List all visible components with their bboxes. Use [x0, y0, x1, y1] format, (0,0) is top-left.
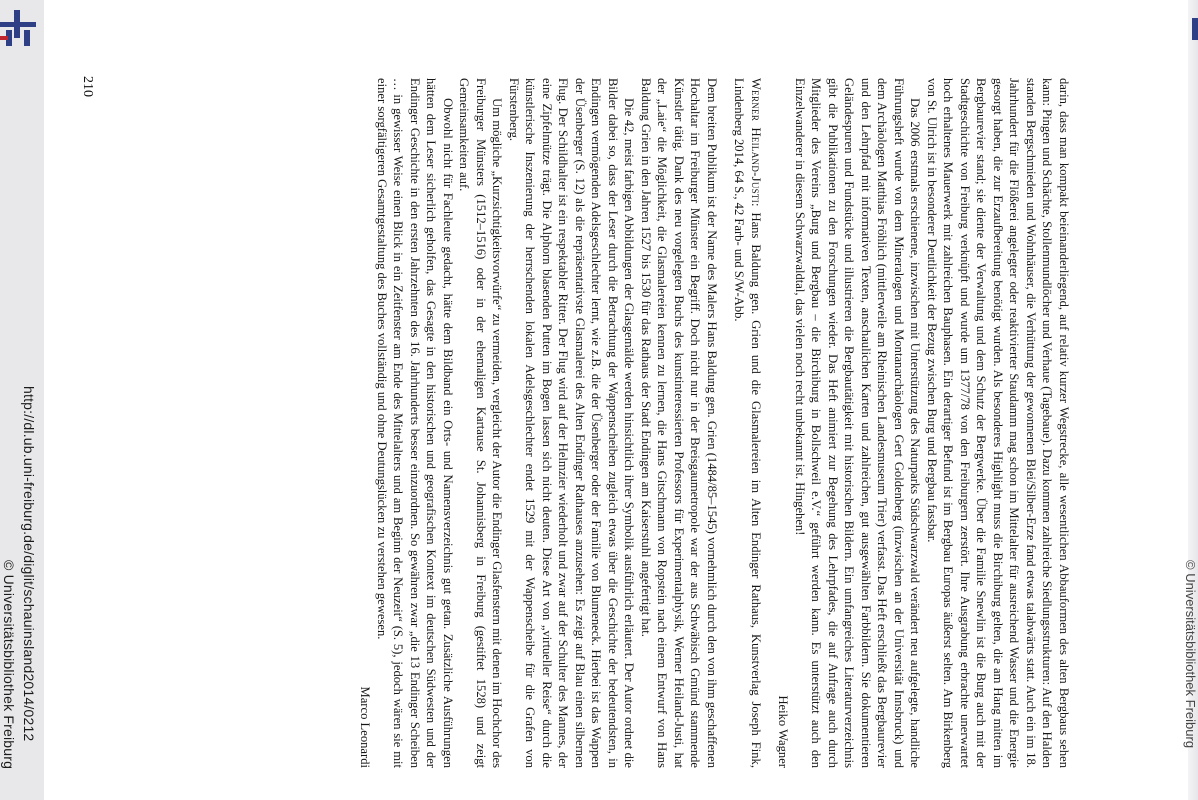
copyright-notice: © Universitätsbibliothek Freiburg — [1, 560, 17, 770]
review2-citation — [731, 78, 764, 768]
review2-paragraph-4: Obwohl nicht für Fachleute gedacht, hätte dem Bildband ein Orts- und Namensverzeichnis gut getan. Zusätzliche Ausführungen hätten dem Leser sicherlich geholfen, das Gesagte in den historischen und geografischen Kontext im deutschen Südwesten und der Endinger Geschichte in den ersten Jahrzehnten des 16. Jahrhunderts besser einzuordnen. So gewähren zwar „die 13 Endinger Scheiben … in gewisser Weise einen Blick in ein Zeitfenster am Ende des Mittelalters und am Beginn der Neuzeit“ (S. 5), jedoch wären sie mit einer sorgfältigeren Gesamtgestaltung des Buches vollständig und ohne Deutungslücken zu verstehen gewesen. — [375, 78, 455, 768]
review2-paragraph-3: Um mögliche „Kurzsichtigkeitsvorwürfe“ zu vermeiden, vergleicht der Autor die Endinger Glasfenstern mit denen im Hochchor des Freiburger Münsters (1512–1516) oder in der ehemaligen Kartause St. Johannisberg in Freiburg (gestiftet 1528) und zeigt Gemeinsamkeiten auf. — [457, 78, 505, 768]
page-number: 210 — [80, 76, 95, 97]
review2-paragraph-2: Die 42, meist farbigen Abbildungen der Glasgemälde werden hinsichtlich ihrer Symbolik ausführlich erläutert. Der Autor ordnet die Bilder dabei so, dass der Leser durch die Betrachtung der Wappenscheiben zugleich etwas über die Geschichte der bedeutendsten, in Endingen vermögenden Adelsgeschlechter lernt, wie z.B. die der Üsenberger oder der Familie von Blumeneck. Hierbei ist das Wappen der Üsenberger (S. 12) als die repräsentativste Glasmalerei des Alten Endinger Rathauses anzusehen: Es zeigt auf Blau einen silbernen Flug. Der Schildhalter ist ein respektabler Ritter. Der Flug wird auf der Helmzier wiederholt und zwar auf der Schulter des Mannes, der eine Zipfelmütze trägt. Die Alphorn blasenden Putten im Bogen lassen sich nicht deuten. Diese Art von „virtueller Reise“ durch die künstlerische Inszenierung der herrschenden lokalen Adelsgeschlechter endet 1529 mit der Wappenscheibe für die Grafen von Fürstenberg. — [507, 78, 637, 768]
corner-mark-icon — [1192, 18, 1198, 40]
book-page-text — [142, 78, 1072, 768]
review1-paragraph-2: Das 2006 erstmals erschienene, inzwischen mit Unterstützung des Naturparks Südschwarzwald verändert neu aufgelegte, handliche Führungsheft wurde von dem Mineralogen und Montanarchäologen Gert Goldenberg (inzwischen an der Universität Innsbruck) und dem Archäologen Matthias Fröhlich (mittlerweile am Rheinischen Landesmuseum Trier) verfasst. Das Heft erschließt das Bergbaurevier und den Lehrpfad mit informativen Texten, anschaulichen Karten und zahlreichen, gut ausgewählten Farbbildern. Sie dokumentieren Geländespuren und Fundstücke und illustrieren die Bergbautätigkeit mit historischen Bildern. Ein umfangreiches Literaturverzeichnis gibt die Publikationen zu den Forschungen wieder. Das Heft animiert zur Begehung des Lehrpfades, die auf Anfrage auch durch Mitglieder des Vereins „Burg und Bergbau – die Birchiburg in Bollschweil e.V.“ geführt werden kann. Es unterstützt auch den Einzelwanderer in diesem Schwarzwaldtal, das vielen noch recht unbekannt ist. Hingehen! — [793, 78, 923, 768]
source-url[interactable]: http://dl.ub.uni-freiburg.de/diglit/schauinsland2014/0212 — [21, 386, 37, 742]
library-logo-icon — [0, 0, 44, 60]
copyright-notice-right: © Universitätsbibliothek Freiburg — [1183, 560, 1198, 749]
review2-author: Werner Heiland-Justi — [749, 78, 763, 204]
review2-citation-text: : Hans Baldung gen. Grien und die Glasmalereien im Alten Endinger Rathaus, Kunstverlag Joseph Fink, Lindenberg 2014, 64 S., 42 Farb- und S/W-Abb. — [732, 78, 763, 768]
review1-signature: Heiko Wagner — [776, 695, 791, 768]
review2-paragraph-1: Dem breiten Publikum ist der Name des Malers Hans Baldung gen. Grien (1484/85–1545) vornehmlich durch den von ihm geschaffenen Hochaltar im Freiburger Münster ein Begriff. Doch nicht nur in der Breisgaumetropole war der aus Schwäbisch Gmünd stammende Künstler tätig. Dank des neu vorgelegten Buchs des kunstinteressierten Professors für Experimentalphysik, Werner Heiland-Justi, hat der „Laie“ die Möglichkeit, die Glasmalereien kennen zu lernen, die Hans Gitschmann von Ropstein nach einem Entwurf von Hans Baldung Grien in den Jahren 1527 bis 1530 für das Rathaus der Stadt Endingen am Kaiserstuhl angefertigt hat. — [639, 78, 719, 768]
review2-signature: Marco Leonardi — [358, 686, 373, 768]
review1-paragraph-1: darin, dass man kompakt beieinanderliegend, auf relativ kurzer Wegstrecke, alle wesentlichen Abbauformen des alten Bergbaus sehen kann: Pingen und Schächte, Stollenmundlöcher und Verhaue (Tagebaue). Dazu kommen zahlreiche Siedlungsstrukturen: Auf den Halden standen Bergschmieden und Wohnhäuser, die Verhüttung der gewonnenen Blei/Silber-Erze fand etwas talabwärts statt. Auch ein im 18. Jahrhundert für die Flößerei angelegter oder reaktivierter Staudamm mag schon im Mittelalter für ausreichend Wasser und die Energie gesorgt haben, die zur Erzaufbereitung benötigt wurden. Als besonderes Highlight muss die Birchiburg gelten, die am Hang mitten im Bergbaurevier stand; sie diente der Verwaltung und dem Schutz der Bergwerke. Über die Familie Snewlin ist die Burg auch mit der Stadtgeschichte von Freiburg verknüpft und wurde um 1377/78 von den Freiburgern zerstört. Ihre Ausgrabung erbrachte unerwartet hoch erhaltenes Mauerwerk mit zahlreichen Bauphasen. Ein derartiger Befund ist im Bergbau Europas äußerst selten. Am Birkenberg von St. Ulrich ist in besonderer Deutlichkeit der Bezug zwischen Burg und Bergbau fassbar. — [925, 78, 1071, 768]
